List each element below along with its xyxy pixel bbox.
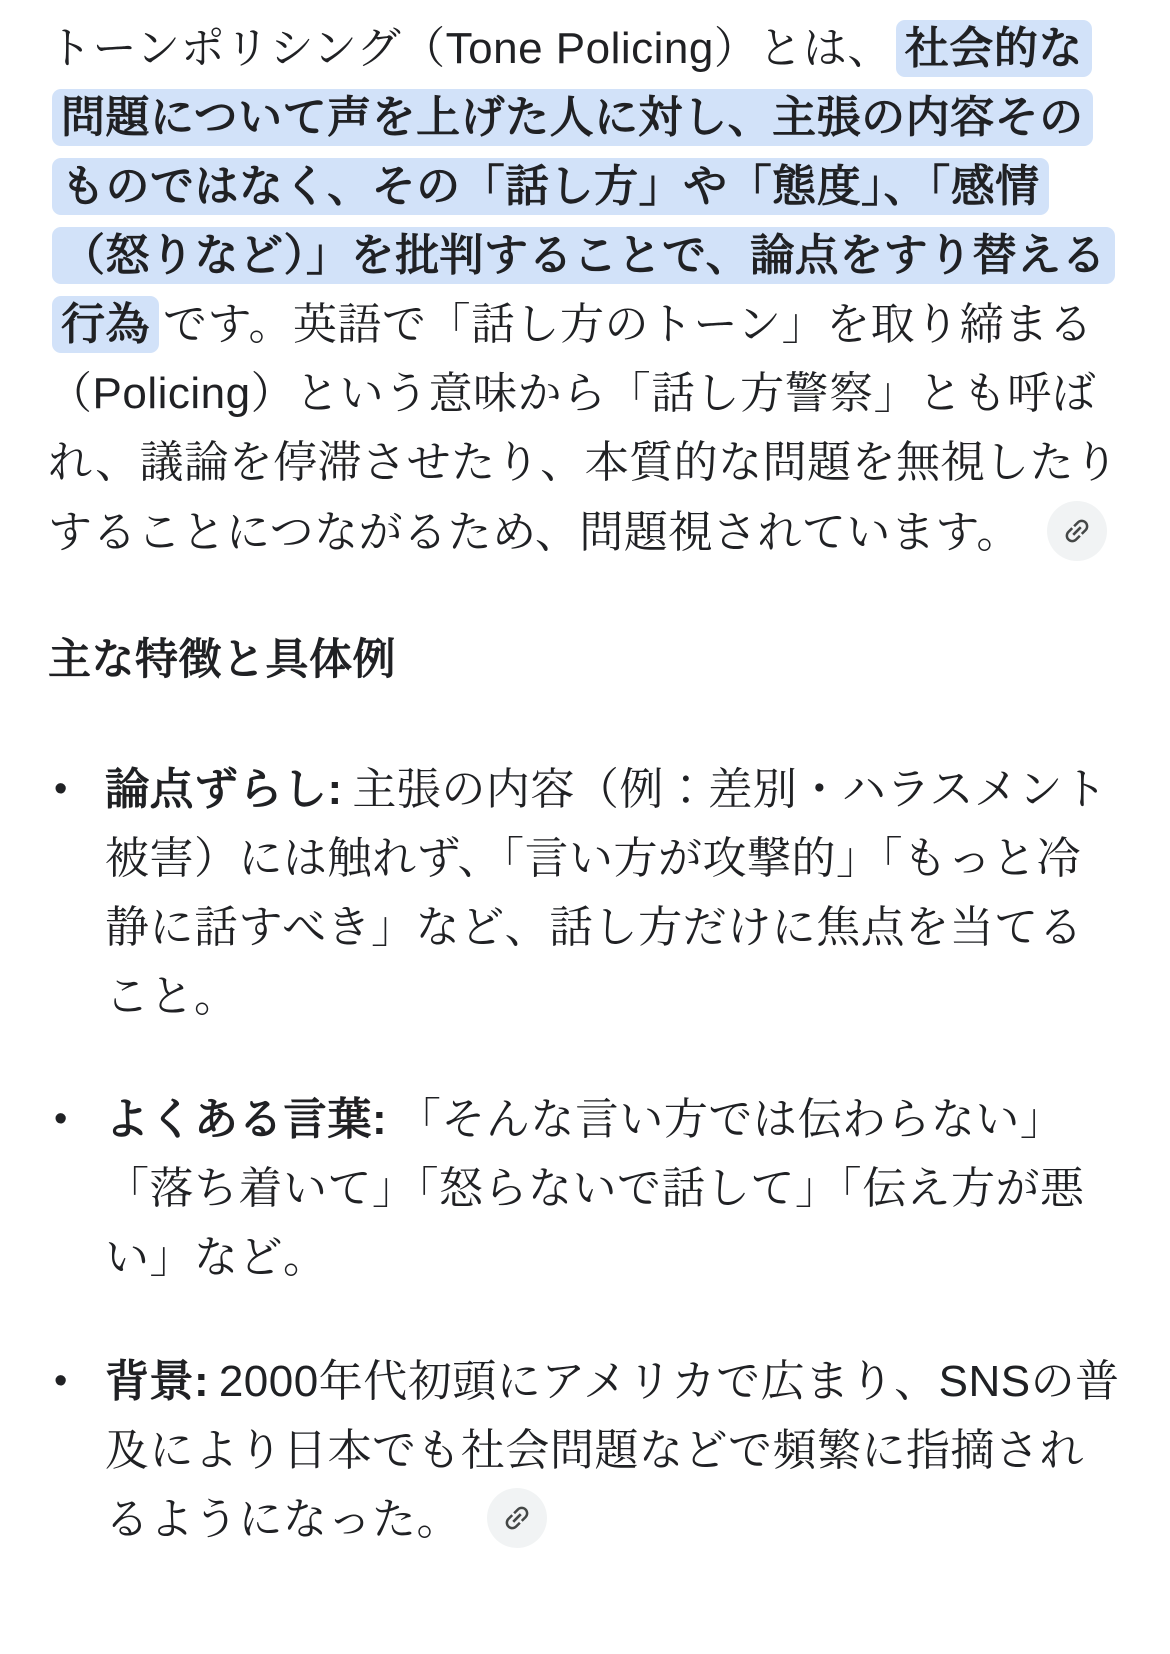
link-icon bbox=[1054, 508, 1099, 553]
item-label: よくある言葉: bbox=[105, 1095, 388, 1145]
source-link-button[interactable] bbox=[1047, 501, 1107, 561]
intro-paragraph bbox=[48, 14, 1125, 567]
bullet-icon: • bbox=[54, 767, 68, 810]
list-item-body bbox=[105, 1347, 1125, 1554]
intro-text-pre: トーンポリシング（Tone Policing）とは、 bbox=[48, 24, 892, 73]
source-link-button[interactable] bbox=[487, 1488, 547, 1548]
item-label: 背景: bbox=[105, 1356, 210, 1406]
list-item-yokuaru-kotoba bbox=[48, 1085, 1125, 1292]
item-label: 論点ずらし: bbox=[105, 764, 343, 814]
bullet-icon: • bbox=[54, 1098, 68, 1141]
link-icon bbox=[494, 1495, 539, 1540]
intro-text-post: です。英語で「話し方のトーン」を取り締まる（Policing）という意味から「話し方警察」とも呼ばれ、議論を停滞させたり、本質的な問題を無視したりすることにつながるため、問題視されています。 bbox=[48, 300, 1119, 557]
item-text: 「そんな言い方では伝わらない」「落ち着いて」「怒らないで話して」「伝え方が悪い」など。 bbox=[105, 1095, 1085, 1283]
list-item-haikei bbox=[48, 1347, 1125, 1554]
section-heading: 主な特徴と具体例 bbox=[48, 635, 396, 684]
intro-highlight: 社会的な問題について声を上げた人に対し、主張の内容そのものではなく、その「話し方」や「態度」、「感情（怒りなど）」を批判することで、論点をすり替える行為 bbox=[52, 20, 1115, 353]
list-item-ronten-zurashi bbox=[48, 755, 1125, 1031]
list-item-body bbox=[105, 755, 1125, 1031]
list-item-body bbox=[105, 1085, 1125, 1292]
item-text: 主張の内容（例：差別・ハラスメント被害）には触れず、「言い方が攻撃的」「もっと冷静に話すべき」など、話し方だけに焦点を当てること。 bbox=[105, 764, 1108, 1022]
feature-list bbox=[48, 755, 1125, 1554]
item-text: 2000年代初頭にアメリカで広まり、SNSの普及により日本でも社会問題などで頻繁に指摘されるようになった。 bbox=[105, 1356, 1120, 1544]
bullet-icon: • bbox=[54, 1359, 68, 1402]
